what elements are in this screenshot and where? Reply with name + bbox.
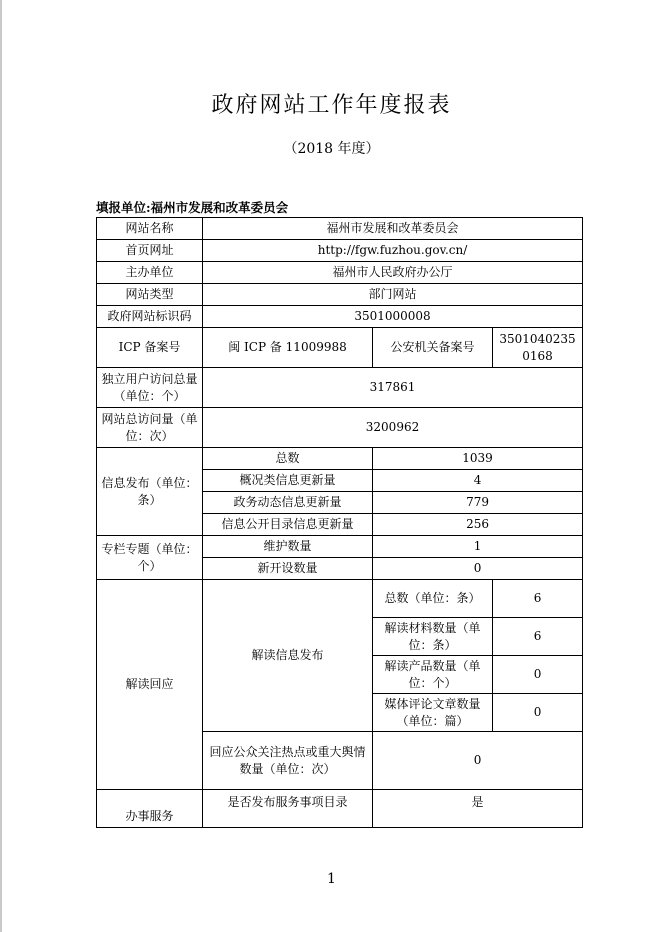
unique-visitors-value: 317861 <box>203 368 583 408</box>
hotspot-value: 0 <box>373 732 583 790</box>
info-item-value: 1039 <box>373 448 583 470</box>
interp-item-label: 解读产品数量（单位：个） <box>373 656 493 694</box>
interp-item-value: 0 <box>493 694 583 732</box>
police-record-value: 35010402350168 <box>493 328 583 368</box>
columns-item-value: 0 <box>373 558 583 580</box>
columns-item-label: 维护数量 <box>203 536 373 558</box>
interp-item-value: 6 <box>493 618 583 656</box>
table-row <box>97 306 583 328</box>
site-type-value: 部门网站 <box>203 284 583 306</box>
info-item-label: 政务动态信息更新量 <box>203 492 373 514</box>
table-row <box>97 284 583 306</box>
table-row <box>97 790 583 828</box>
table-row <box>97 262 583 284</box>
service-catalog-value: 是 <box>373 790 583 828</box>
unique-visitors-label: 独立用户访问总量（单位：个） <box>97 368 203 408</box>
homepage-label: 首页网址 <box>97 240 203 262</box>
interp-item-value: 0 <box>493 656 583 694</box>
page-title: 政府网站工作年度报表 <box>211 93 452 118</box>
info-item-value: 779 <box>373 492 583 514</box>
icp-value: 闽 ICP 备 11009988 <box>203 328 373 368</box>
info-item-label: 概况类信息更新量 <box>203 470 373 492</box>
homepage-value: http://fgw.fuzhou.gov.cn/ <box>203 240 583 262</box>
table-row <box>97 448 583 470</box>
table-row <box>97 408 583 448</box>
police-record-label: 公安机关备案号 <box>373 328 493 368</box>
interp-item-label: 媒体评论文章数量（单位：篇） <box>373 694 493 732</box>
service-catalog-label: 是否发布服务事项目录 <box>203 790 373 828</box>
columns-item-label: 新开设数量 <box>203 558 373 580</box>
total-visits-label: 网站总访问量（单位：次） <box>97 408 203 448</box>
interpretation-sub-label: 解读信息发布 <box>203 580 373 732</box>
columns-item-value: 1 <box>373 536 583 558</box>
sponsor-value: 福州市人民政府办公厅 <box>203 262 583 284</box>
services-label: 办事服务 <box>97 790 203 828</box>
interpretation-label: 解读回应 <box>97 580 203 790</box>
hotspot-label: 回应公众关注热点或重大舆情数量（单位：次） <box>203 732 373 790</box>
site-id-label: 政府网站标识码 <box>97 306 203 328</box>
info-publish-label: 信息发布（单位：条） <box>97 448 203 536</box>
sponsor-label: 主办单位 <box>97 262 203 284</box>
info-item-label: 总数 <box>203 448 373 470</box>
table-row <box>97 536 583 558</box>
table-row <box>97 240 583 262</box>
site-name-value: 福州市发展和改革委员会 <box>203 218 583 240</box>
page-number: 1 <box>327 871 336 887</box>
site-name-label: 网站名称 <box>97 218 203 240</box>
interp-item-label: 解读材料数量（单位：条） <box>373 618 493 656</box>
table-row <box>97 368 583 408</box>
report-year: （2018 年度） <box>283 141 380 157</box>
site-id-value: 3501000008 <box>203 306 583 328</box>
table-row <box>97 580 583 618</box>
reporting-unit: 填报单位:福州市发展和改革委员会 <box>96 200 289 215</box>
columns-label: 专栏专题（单位：个） <box>97 536 203 580</box>
info-item-value: 4 <box>373 470 583 492</box>
interp-item-label: 总数（单位：条） <box>373 580 493 618</box>
info-item-value: 256 <box>373 514 583 536</box>
info-item-label: 信息公开目录信息更新量 <box>203 514 373 536</box>
interp-item-value: 6 <box>493 580 583 618</box>
table-row <box>97 218 583 240</box>
icp-label: ICP 备案号 <box>97 328 203 368</box>
table-row <box>97 328 583 368</box>
site-type-label: 网站类型 <box>97 284 203 306</box>
report-table <box>96 217 583 828</box>
total-visits-value: 3200962 <box>203 408 583 448</box>
